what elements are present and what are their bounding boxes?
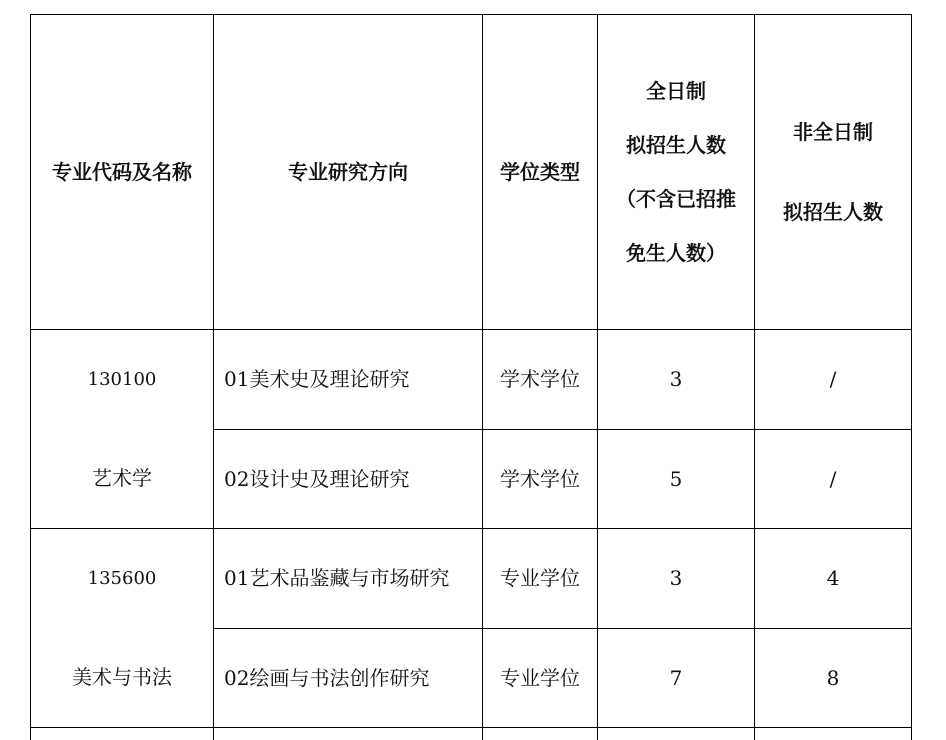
table-row (31, 330, 912, 430)
fulltime-quota-cell: 3 (598, 330, 755, 430)
enrollment-table (30, 14, 912, 740)
degree-type-cell: 学术学位 (483, 330, 598, 430)
header-parttime-line: 拟招生人数 (783, 200, 883, 224)
parttime-quota-cell: 8 (755, 628, 912, 728)
header-parttime-line: 非全日制 (793, 120, 873, 144)
degree-type-cell: 专业学位 (483, 529, 598, 629)
major-code-name-cell (31, 529, 214, 728)
table-cell-empty (755, 728, 912, 740)
degree-type-cell: 学术学位 (483, 429, 598, 529)
table-row-partial (31, 728, 912, 740)
header-research-direction: 专业研究方向 (214, 15, 483, 330)
fulltime-quota-cell: 7 (598, 628, 755, 728)
research-direction-cell: 02绘画与书法创作研究 (214, 628, 483, 728)
table-cell-empty (31, 728, 214, 740)
fulltime-quota-cell: 3 (598, 529, 755, 629)
parttime-quota-cell: / (755, 429, 912, 529)
major-code: 135600 (87, 568, 157, 589)
research-direction-cell: 01艺术品鉴藏与市场研究 (214, 529, 483, 629)
header-parttime-quota (755, 15, 912, 330)
header-major-code-name: 专业代码及名称 (31, 15, 214, 330)
research-direction-cell: 01美术史及理论研究 (214, 330, 483, 430)
parttime-quota-cell: / (755, 330, 912, 430)
major-code-name-cell (31, 330, 214, 529)
table-header-row (31, 15, 912, 330)
header-degree-type: 学位类型 (483, 15, 598, 330)
header-fulltime-line: （不含已招推 (616, 187, 736, 211)
fulltime-quota-cell: 5 (598, 429, 755, 529)
research-direction-cell: 02设计史及理论研究 (214, 429, 483, 529)
table-cell-empty (214, 728, 483, 740)
header-fulltime-line: 拟招生人数 (626, 133, 726, 157)
major-name: 美术与书法 (72, 665, 172, 689)
header-fulltime-line: 全日制 (646, 79, 706, 103)
table-cell-empty (598, 728, 755, 740)
header-fulltime-quota (598, 15, 755, 330)
parttime-quota-cell: 4 (755, 529, 912, 629)
degree-type-cell: 专业学位 (483, 628, 598, 728)
major-code: 130100 (87, 369, 157, 390)
table-row (31, 529, 912, 629)
major-name: 艺术学 (92, 466, 152, 490)
header-fulltime-line: 免生人数） (626, 241, 726, 265)
table-cell-empty (483, 728, 598, 740)
